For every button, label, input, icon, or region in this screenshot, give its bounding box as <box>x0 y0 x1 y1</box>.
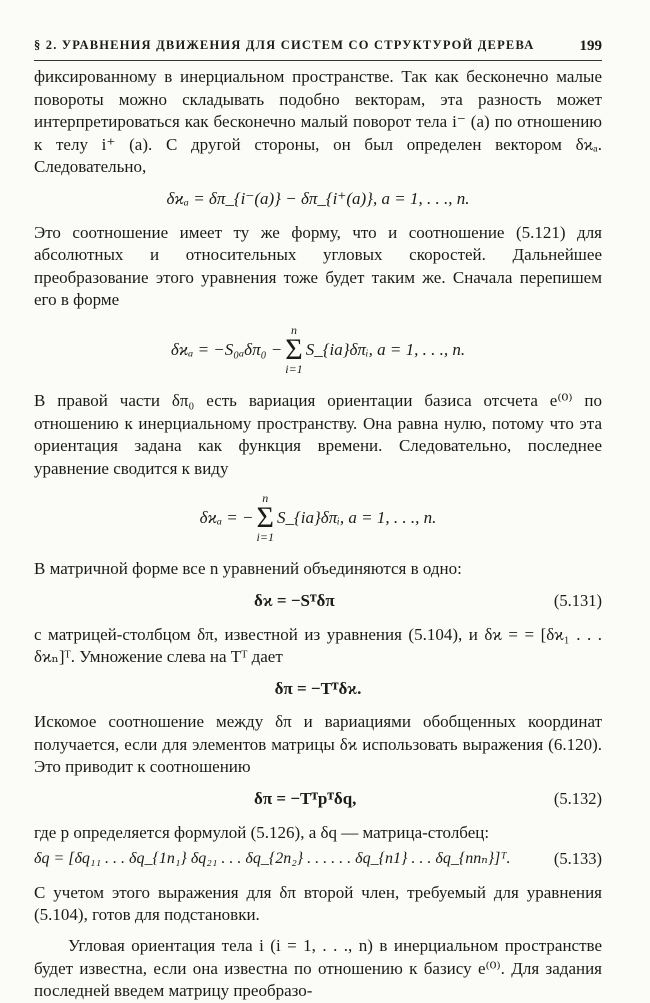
paragraph-7: где p определяется формулой (5.126), а δq — матрица-столбец: <box>34 822 490 842</box>
equation-number: (5.131) <box>553 590 602 610</box>
page-number: 199 <box>579 38 602 54</box>
paragraph-6: Искомое соотношение между δπ и вариациями обобщенных координат получается, если для элементов матрицы δϰ использовать выражения (6.120). Это приводит к соотношению <box>34 712 602 777</box>
paragraph-1: фиксированному в инерциальном пространстве. Так как бесконечно малые повороты можно складывать подобно векторам, эта разность может интерпретироваться как бесконечно малый поворот тела i⁻ (a) по отношению к телу i⁺ (a). С другой стороны, он был определен вектором δϰₐ. Следовательно, <box>34 67 602 177</box>
equation-5-131: δϰ = −Sᵀδπ (5.131) <box>34 590 602 613</box>
paragraph-5: с матрицей-столбцом δπ, известной из уравнения (5.104), и δϰ = = [δϰ₁ . . . δϰₙ]ᵀ. Умножение слева на Tᵀ дает <box>34 624 602 667</box>
header-rule <box>34 60 602 61</box>
sum-symbol: n Σ i=1 <box>285 322 303 376</box>
paragraph-3: В правой части δπ₀ есть вариация ориентации базиса отсчета e⁽⁰⁾ по отношению к инерциальному пространству. Она равна нулю, потому что эта ориентация задана как функция времени. Следовательно, последнее уравнение сводится к виду <box>34 390 602 478</box>
paragraph-4: В матричной форме все n уравнений объединяются в одно: <box>34 559 462 579</box>
running-header <box>34 38 602 55</box>
equation-5-133: δq = [δq₁₁ . . . δq_{1n₁} δq₂₁ . . . δq_{2n₂} . . . . . . δq_{n1} . . . δq_{nnₙ}]ᵀ. (5.133) <box>34 848 602 871</box>
equation-kappa-sum-reduced: δϰₐ = − n Σ i=1 S_{ia}δπᵢ, a = 1, . . ., n. <box>199 491 437 545</box>
paragraph-9: Угловая ориентация тела i (i = 1, . . ., n) в инерциальном пространстве будет известна, если она известна по отношению к базису e⁽⁰⁾. Для задания последней введем матрицу преобразо- <box>34 936 602 1001</box>
equation-variation-kappa: δϰₐ = δπ_{i⁻(a)} − δπ_{i⁺(a)}, a = 1, . . ., n. <box>166 188 470 208</box>
paragraph-2: Это соотношение имеет ту же форму, что и соотношение (5.121) для абсолютных и относительных угловых скоростей. Дальнейшее преобразование этого уравнения тоже будет таким же. Сначала перепишем его в форме <box>34 222 602 310</box>
sum-symbol: n Σ i=1 <box>256 491 274 545</box>
equation-kappa-sum-full: δϰₐ = −S₀ₐδπ₀ − n Σ i=1 S_{ia}δπᵢ, a = 1, . . ., n. <box>170 322 466 376</box>
equation-5-132: δπ = −Tᵀpᵀδq, (5.132) <box>34 788 602 811</box>
equation-number: (5.132) <box>553 789 602 809</box>
running-title: § 2. УРАВНЕНИЯ ДВИЖЕНИЯ ДЛЯ СИСТЕМ СО СТРУКТУРОЙ ДЕРЕВА <box>34 38 535 52</box>
equation-number: (5.133) <box>553 849 602 869</box>
page-body <box>34 66 602 1003</box>
equation-delta-pi: δπ = −Tᵀδϰ. <box>274 678 362 698</box>
paragraph-8: С учетом этого выражения для δπ второй член, требуемый для уравнения (5.104), готов для подстановки. <box>34 882 602 925</box>
